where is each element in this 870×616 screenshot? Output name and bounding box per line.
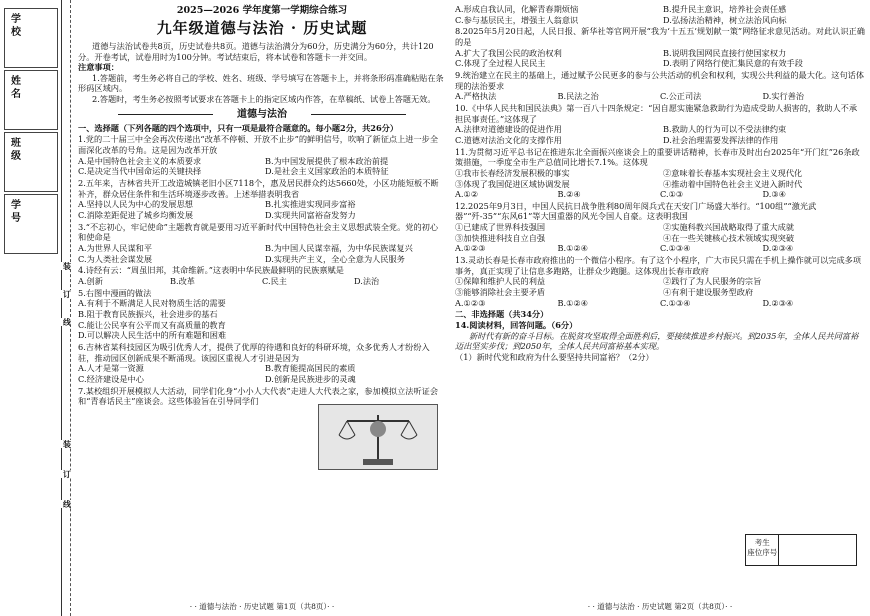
sub-question: （1）新时代党和政府为什么要坚持共同富裕？（2分）	[455, 352, 654, 362]
option[interactable]: A.人才是第一资源	[78, 363, 144, 374]
part-heading: 一、选择题（下列各题的四个选项中，只有一项是最符合题意的。每小题2分，共26分）	[78, 122, 399, 133]
question-11: 11.为贯彻习近平总书记在推进东北全面振兴座谈会上的重要讲话精神，长春市及时出台2025年“开门红”26条政策措施，一季度全市生产总值同比增长7.1%。这体现	[455, 146, 860, 168]
option[interactable]: B.提升民主意识，培养社会责任感	[663, 4, 787, 14]
option[interactable]: D.③④	[762, 189, 787, 200]
statement: ③能够消除社会主要矛盾	[455, 287, 546, 298]
question-5: 5.右图中漫画的做法	[78, 287, 152, 298]
option[interactable]: C.①③④	[660, 243, 691, 254]
option[interactable]: D.②③④	[762, 297, 794, 308]
name-field[interactable]	[4, 70, 58, 130]
statement: ③加快推进科技自立自强	[455, 232, 546, 243]
option[interactable]: B.①②④	[557, 243, 589, 254]
binding-line	[70, 0, 71, 616]
option[interactable]: B.②④	[557, 189, 581, 200]
notice-item: 1.答题前，考生务必将自己的学校、姓名、班级、学号填写在答题卡上，并将条形码准确粘贴在条形码区域内。	[78, 72, 444, 94]
option[interactable]: D.实现共产主义，全心全意为人民服务	[265, 253, 405, 264]
exam-intro: 道德与法治试卷共8页，历史试卷共8页。道德与法治满分为60分，历史满分为60分，共计120分。开卷考试，试卷用时为100分钟。考试结束后，将本试卷和答题卡一并交回。	[78, 40, 434, 62]
page-2	[455, 4, 865, 612]
option[interactable]: D.实现共同富裕奋发努力	[265, 210, 356, 221]
option[interactable]: C.①③④	[660, 297, 691, 308]
seat-number-box[interactable]	[745, 534, 857, 566]
statement: ②实施科教兴国战略取得了重大成就	[663, 222, 795, 233]
option[interactable]: A.严格执法	[455, 91, 497, 102]
seal-char: 订	[60, 290, 74, 298]
option[interactable]: A.①②	[455, 189, 479, 200]
statement: ①保障和维护人民的利益	[455, 276, 546, 287]
binding-margin	[0, 0, 62, 616]
option[interactable]: C.公正司法	[660, 91, 702, 102]
seal-char: 线	[60, 318, 74, 326]
school-field[interactable]	[4, 8, 58, 68]
option[interactable]: D.社会治理需要发挥法律的作用	[663, 134, 779, 145]
statement: ②践行了为人民服务的宗旨	[663, 276, 762, 287]
question-7: 7.某校组织开展模拟人大活动，同学们化身“小小人大代表”走进人大代表之家，参加模拟立法听证会和“青春话民主”座谈会。这些体验旨在引导同学们	[78, 385, 439, 407]
page-footer: · · 道德与法治 · 历史试题 第1页（共8页）· ·	[189, 602, 335, 612]
option[interactable]: D.弘扬法治精神，树立法治风向标	[663, 14, 787, 25]
statement: ④在一些关键核心技术领域实现突破	[663, 232, 795, 243]
seat-label: 考生 座位序号	[746, 535, 779, 565]
option[interactable]: D.是社会主义国家政治的本质特征	[265, 166, 389, 177]
option[interactable]: B.救助人的行为可以不受法律约束	[663, 124, 787, 135]
name-label: 姓 名	[11, 76, 37, 100]
question-3: 3.“不忘初心，牢记使命”主题教育就是要用习近平新时代中国特色社会主义思想武装全党。党的初心和使命是	[78, 221, 439, 243]
option[interactable]: A.坚持以人民为中心的发展思想	[78, 199, 193, 210]
option[interactable]: C.能让公民享有公平而又有高质量的教育	[78, 319, 226, 330]
student-id-label: 学 号	[11, 200, 37, 224]
statement: ②意味着长春基本实现社会主义现代化	[663, 167, 803, 178]
class-label: 班 级	[11, 138, 37, 162]
notice-heading: 注意事项：	[78, 62, 119, 73]
option[interactable]: C.民主	[262, 275, 287, 286]
option[interactable]: D.②③④	[762, 243, 794, 254]
option[interactable]: B.阻于教育民族振兴，社会进步的基石	[78, 308, 218, 319]
question-9: 9.统治建立在民主的基础上，通过赋予公民更多的参与公共活动的机会和权利，实现公共利益的最大化。这句话体现的法治要求	[455, 69, 865, 91]
option[interactable]: B.为中国发展提供了根本政治前提	[265, 155, 389, 166]
statement: ③体现了我国促进区域协调发展	[455, 178, 570, 189]
exam-title: 九年级道德与法治 · 历史试题	[156, 19, 368, 38]
option[interactable]: B.为中国人民谋幸福，为中华民族谋复兴	[265, 243, 413, 253]
question-12: 12.2025年9月3日，中国人民抗日战争胜利80周年阅兵式在天安门广场盛大举行。“100组”“激光武器”“歼-35”“东风61”等大国重器的风光令国人自豪。这表明我国	[455, 200, 817, 222]
question-14: 14.阅读材料，回答问题。（6分）	[455, 320, 578, 331]
seal-char: 线	[60, 500, 74, 508]
question-1: 1.党的二十届三中全会再次传递出“改革不停顿、开放不止步”的鲜明信号，吹响了新征点上进一步全面深化改革的号角。这是因为改革开放	[78, 134, 439, 156]
question-4: 4.诗经有云：“周虽旧邦，其命维新。”这表明中华民族最鲜明的民族禀赋是	[78, 265, 344, 276]
page-1	[78, 4, 446, 612]
option[interactable]: D.实行善治	[762, 91, 805, 102]
option[interactable]: A.①②③	[455, 297, 486, 308]
question-10: 10.《中华人民共和国民法典》第一百八十四条规定：“因自愿实施紧急救助行为造成受助人损害的，救助人不承担民事责任。”这体现了	[455, 102, 858, 124]
class-field[interactable]	[4, 132, 58, 192]
question-6: 6.吉林省某科技园区为吸引优秀人才，提供了优厚的待遇和良好的科研环境，众多优秀人才纷纷入驻，推动园区创新成果不断涌现。该园区重视人才引进是因为	[78, 341, 430, 363]
cartoon-image	[318, 404, 438, 470]
school-label: 学 校	[11, 14, 37, 38]
option[interactable]: A.为世界人民谋和平	[78, 243, 153, 253]
statement: ①已建成了世界科技强国	[455, 222, 546, 233]
option[interactable]: A.有利于不断满足人民对物质生活的需要	[78, 298, 226, 309]
question-2: 2.五年来，吉林省共开工改造城镇老旧小区7118个，惠及居民群众约达5660处，小区功能短板不断补齐，群众居住条件和生活环境逐步改善。上述举措表明我省	[78, 178, 439, 199]
option[interactable]: C.消除差距促进了城乡均衡发展	[78, 210, 194, 221]
seal-char: 装	[60, 262, 74, 270]
seal-char: 装	[60, 440, 74, 448]
option[interactable]: B.教育能提高国民的素质	[265, 363, 356, 374]
section-title: 道德与法治	[78, 108, 446, 121]
exam-term: 2025—2026 学年度第一学期综合练习	[176, 5, 348, 16]
option[interactable]: C.体现了全过程人民民主	[455, 58, 546, 69]
option[interactable]: A.创新	[78, 275, 103, 286]
option[interactable]: A.法律对道德建设的促进作用	[455, 124, 562, 135]
option[interactable]: A.扩大了我国公民的政治权利	[455, 47, 562, 58]
option[interactable]: B.扎实推进实现同步富裕	[265, 199, 356, 210]
option[interactable]: D.创新是民族进步的灵魂	[265, 373, 356, 384]
student-id-field[interactable]	[4, 194, 58, 254]
option[interactable]: D.法治	[354, 275, 380, 286]
option[interactable]: C.经济建设是中心	[78, 373, 144, 384]
option[interactable]: A.①②③	[455, 243, 486, 254]
statement: ④有利于建设服务型政府	[663, 287, 754, 298]
notice-item: 2.答题时，考生务必按照考试要求在答题卡上的指定区域内作答，在草稿纸、试卷上答题无效。	[92, 94, 436, 105]
question-8: 8.2025年5月20日起，人民日报、新华社等官网开展“我为‘十五五’规划献一策”网络征求意见活动。对此认识正确的是	[455, 26, 865, 47]
balance-scale-icon	[319, 405, 437, 469]
option[interactable]: B.民法之治	[557, 91, 599, 102]
option[interactable]: C.是决定当代中国命运的关键抉择	[78, 166, 202, 177]
option[interactable]: A.形成自我认同，化解青春期烦恼	[455, 4, 579, 14]
option[interactable]: A.是中国特色社会主义的本质要求	[78, 155, 202, 166]
seat-entry[interactable]	[779, 535, 856, 565]
option[interactable]: C.道德对法治文化的支撑作用	[455, 134, 562, 145]
option[interactable]: C.为人类社会谋发展	[78, 253, 153, 264]
option[interactable]: D.可以解决人民生活中的所有难题和困难	[78, 330, 227, 341]
statement: ①我市长春经济发展积极的事实	[455, 167, 570, 178]
option[interactable]: D.表明了网络行使汇集民意的有效手段	[663, 58, 803, 69]
option[interactable]: C.参与基层民主，增强主人翁意识	[455, 14, 579, 25]
part-heading: 二、非选择题（共34分）	[455, 309, 549, 320]
page-footer: · · 道德与法治 · 历史试题 第2页（共8页）· ·	[587, 602, 733, 612]
option[interactable]: B.①②④	[557, 297, 589, 308]
reading-material: 新时代有新的奋斗目标。在脱贫攻坚取得全面胜利后，要接续推进乡村振兴。到2035年，全体人民共同富裕迈出坚实步伐；到2050年，全体人民共同富裕基本实现。	[455, 330, 859, 352]
seal-char: 订	[60, 470, 74, 478]
option[interactable]: C.①③	[660, 189, 684, 200]
option[interactable]: B.说明我国网民直接行使国家权力	[663, 47, 787, 58]
statement: ④推动着中国特色社会主义进入新时代	[663, 178, 803, 189]
option[interactable]: B.改革	[170, 275, 195, 286]
question-13: 13.灵动长春是长春市政府推出的一个微信小程序。有了这个小程序，广大市民只需在手机上操作就可以完成多项事务，真正实现了让信息多跑路，让群众少跑腿。这体现出长春市政府	[455, 255, 862, 276]
